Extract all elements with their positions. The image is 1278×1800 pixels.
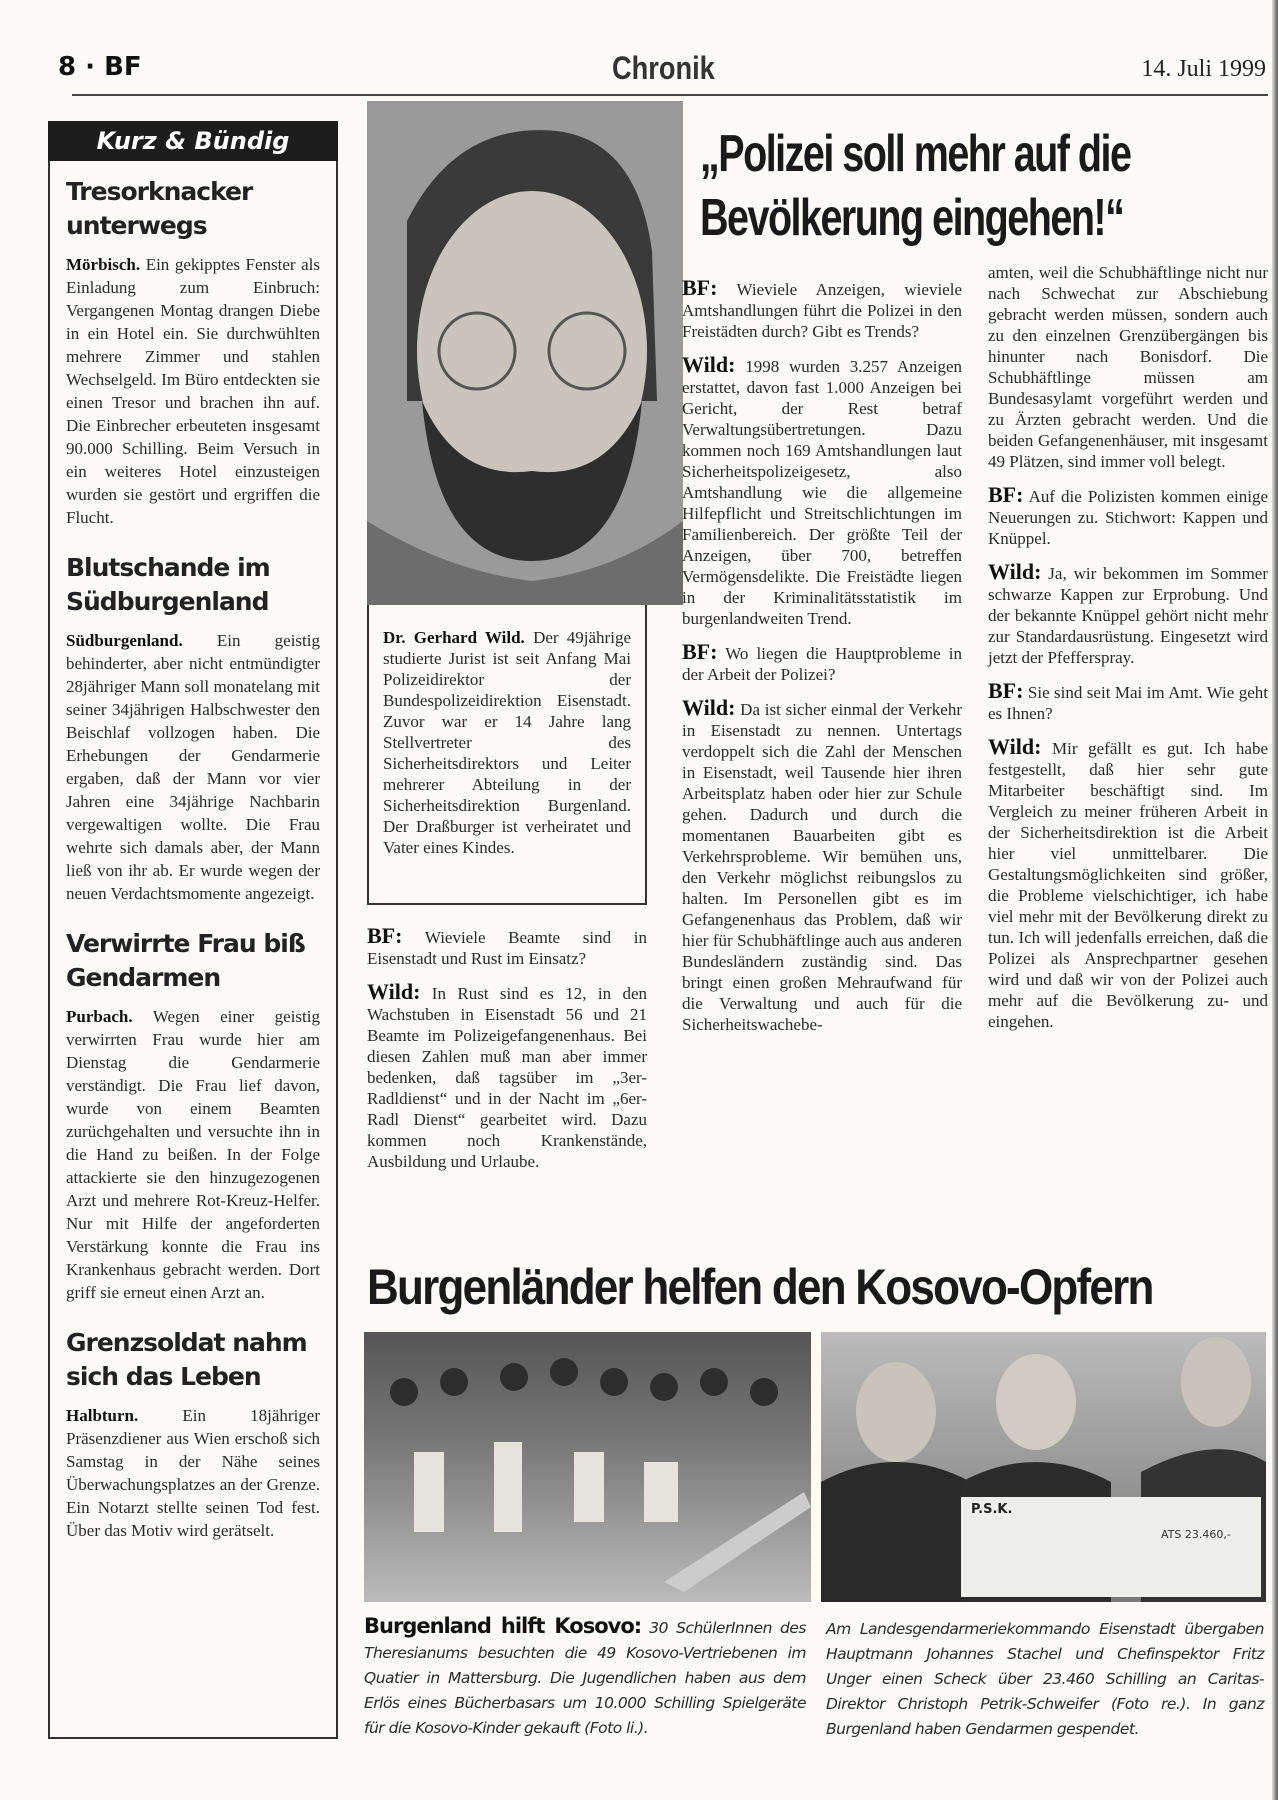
header-rule xyxy=(72,94,1268,96)
caption-lead: Burgenland hilft Kosovo: xyxy=(364,1614,642,1638)
sidebar-article xyxy=(66,1326,320,1542)
sidebar-article xyxy=(66,551,320,905)
speaker-label: BF: xyxy=(682,275,718,300)
article-headline: Grenzsoldat nahm sich das Leben xyxy=(66,1328,307,1391)
article-dateline: Südburgenland. xyxy=(66,631,183,650)
kosovo-headline: Burgenländer helfen den Kosovo-Opfern xyxy=(367,1259,1153,1315)
photo-cheque-handover xyxy=(821,1332,1266,1602)
interview-paragraph xyxy=(367,925,647,969)
sidebar-article xyxy=(66,175,320,529)
article-text: Ein geistig behinderter, aber nicht entmündigter 28jähriger Mann soll monatelang mit seiner 34jährigen Halbschwester den Beischlaf vollzogen haben. Die Erhebungen der Gendarmerie ergaben, daß der Mann vor vier Jahren eine 34jährige Nachbarin vergewaltigen wollte. Die Frau wehrte sich damals aber, der Mann ließ von ihr ab. Er wurde wegen der neuen Verdachtsmomente angezeigt. xyxy=(66,631,320,903)
article-body xyxy=(66,253,320,529)
paragraph-text: Sie sind seit Mai im Amt. Wie geht es Ihnen? xyxy=(988,683,1269,723)
sidebar-article xyxy=(66,927,320,1304)
speaker-label: Wild: xyxy=(682,352,736,377)
article-body xyxy=(66,1404,320,1542)
interview-paragraph xyxy=(682,641,962,685)
section-title: Chronik xyxy=(612,50,715,86)
cheque-bank-label: P.S.K. xyxy=(971,1502,1013,1517)
right-photo-caption: Am Landesgendarmeriekommando Eisenstadt übergaben Hauptmann Johannes Stachel und Chefinspektor Fritz Unger einen Scheck über 23.460 Schilling an Caritas-Direktor Christoph Petrik-Schweifer (Foto re.). In ganz Burgenland haben Gendarmen gespendet. xyxy=(826,1620,1264,1738)
article-headline: Verwirrte Frau biß Gendarmen xyxy=(66,929,305,992)
interview-paragraph xyxy=(988,736,1268,1032)
article-text: Ein gekipptes Fenster als Einladung zum Einbruch: Vergangenen Montag drangen Diebe in ein Hotel ein. Sie durchwühlten mehrere Zimmer und stahlen Wechselgeld. Im Büro entdeckten sie einen Tresor und brachen ihn auf. Die Einbrecher erbeuteten insgesamt 90.000 Schilling. Beim Versuch in ein weiteres Hotel einzusteigen wurden sie gestört und ergriffen die Flucht. xyxy=(66,255,320,527)
scan-edge xyxy=(1272,0,1278,1800)
article-headline: Blutschande im Südburgenland xyxy=(66,553,270,616)
paragraph-text: amten, weil die Schubhäftlinge nicht nur nach Schwechat zur Abschiebung gebracht werden müssen, sondern auch zu den einzelnen Grenzübergängen bis hinunter nach Bonisdorf. Die Schubhäftlinge müssen am Bundesasylamt vorgeführt werden und zu Ärzten gebracht werden. Und die beiden Gefangenenhäuser, mit insgesamt 49 Plätzen, sind immer voll belegt. xyxy=(988,263,1268,471)
photo-students-children xyxy=(364,1332,811,1602)
paragraph-text: Wo liegen die Hauptprobleme in der Arbeit der Polizei? xyxy=(682,644,962,684)
issue-date: 14. Juli 1999 xyxy=(1141,56,1266,82)
interview-column-2 xyxy=(367,925,647,1184)
paragraph-text: 1998 wurden 3.257 Anzeigen erstattet, davon fast 1.000 Anzeigen bei Gericht, der Rest betraf Verwaltungsübertretungen. Dazu kommen noch 169 Amtshandlungen laut Sicherheitspolizeigesetz, also Amtshandlung wie die allgemeine Hilfepflicht und Streitschlichtungen im Familienbereich. Der größte Teil der Anzeigen, über 700, betreffen Vermögensdelikte. Die Freistädte liegen in der Kriminalitätsstatistik im burgenlandweiten Trend. xyxy=(682,357,962,628)
article-dateline: Halbturn. xyxy=(66,1406,139,1425)
caption-name: Dr. Gerhard Wild. xyxy=(383,628,525,647)
article-dateline: Purbach. xyxy=(66,1007,133,1026)
article-body xyxy=(66,629,320,905)
sidebar-title: Kurz & Bündig xyxy=(48,121,338,161)
caption-text: 30 SchülerInnen des Theresianums besuchten die 49 Kosovo-Vertriebenen im Quatier in Mattersburg. Die Jugendlichen haben aus dem Erlös eines Bücherbasars um 10.000 Schilling Spielgeräte für die Kosovo-Kinder gekauft (Foto li.). xyxy=(364,1619,806,1737)
speaker-label: BF: xyxy=(988,482,1024,507)
group-photo-illustration xyxy=(364,1332,811,1602)
left-photo-caption xyxy=(364,1614,806,1741)
paragraph-text: In Rust sind es 12, in den Wachstuben in Eisenstadt 56 und 21 Beamte im Polizeigefangenenhaus. Bei diesen Zahlen muß man aber immer bedenken, daß tagsüber im „3er-Radldienst“ und in der Nacht im „6er-Radl Dienst“ gearbeitet wird. Dazu kommen noch Krankenstände, Ausbildung und Urlaube. xyxy=(367,984,648,1171)
interview-column-3 xyxy=(682,277,962,1047)
interview-paragraph xyxy=(988,680,1268,724)
speaker-label: BF: xyxy=(367,923,403,948)
interview-paragraph xyxy=(682,697,962,1035)
paragraph-text: Da ist sicher einmal der Verkehr in Eisenstadt zu nennen. Untertags verdoppelt sich die Zahl der Menschen in Eisenstadt, weil Tausende hier ihren Arbeitsplatz haben oder hier zur Schule gehen. Dadurch und durch die momentanen Bauarbeiten gibt es Verkehrsprobleme. Wir bemühen uns, den Verkehr möglichst reibungslos zu halten. Im Personellen gibt es im Gefangenenhaus das Problem, daß wir hier für Schubhäftlinge auch aus anderen Bundesländern zuständig sind. Das bringt einen großen Mehraufwand für die Verwaltung und auch für die Sicherheitswachebe- xyxy=(682,700,962,1034)
caption-text: Der 49jährige studierte Jurist ist seit Anfang Mai Polizeidirektor der Bundespolizeidirektion Eisenstadt. Zuvor war er 14 Jahre lang Stellvertreter des Sicherheitsdirektors und Leiter mehrerer Abteilung in der Sicherheitsdirektion Burgenland. Der Draßburger ist verheiratet und Vater eines Kindes. xyxy=(383,628,631,857)
article-body xyxy=(66,1005,320,1304)
paragraph-text: Mir gefällt es gut. Ich habe festgestellt, daß hier sehr gute Mitarbeiter beschäftigt sind. Im Vergleich zu meiner früheren Arbeit in der Sicherheitsdirektion ist die Arbeit hier viel unmittelbarer. Die Gestaltungsmöglichkeiten sind größer, die Probleme vielschichtiger, ich habe viel mehr mit der Bevölkerung direkt zu tun. Ich will jedenfalls erreichen, daß die Polizei als Ansprechpartner gesehen wird und daß wir von der Polizei auch mehr auf die Bevölkerung zu- und eingehen. xyxy=(988,739,1268,1031)
portrait-photo-gerhard-wild xyxy=(367,101,683,605)
portrait-caption xyxy=(367,605,647,905)
article-dateline: Mörbisch. xyxy=(66,255,141,274)
interview-headline: „Polizei soll mehr auf die Bevölkerung eingehen!“ xyxy=(700,125,1131,247)
speaker-label: Wild: xyxy=(682,695,736,720)
paragraph-text: Auf die Polizisten kommen einige Neuerungen zu. Stichwort: Kappen und Knüppel. xyxy=(988,487,1269,548)
interview-paragraph xyxy=(988,561,1268,668)
paragraph-text: Wieviele Anzeigen, wieviele Amtshandlungen führt die Polizei in den Freistädten durch? Gibt es Trends? xyxy=(682,280,962,341)
paragraph-text: Ja, wir bekommen im Sommer schwarze Kappen zur Erprobung. Und der bekannte Knüppel gehört nicht mehr zur Standardausrüstung. Eingesetzt wird jetzt der Pfefferspray. xyxy=(988,564,1268,667)
article-headline: Tresorknacker unterwegs xyxy=(66,177,253,240)
cheque-amount: ATS 23.460,- xyxy=(1161,1528,1231,1541)
article-text: Wegen einer geistig verwirrten Frau wurde hier am Dienstag die Gendarmerie verständigt. Die Frau lief davon, wurde von einem Beamten zurüchgehalten und versuchte ihn in die Hand zu beißen. In der Folge attackierte sie den hinzugezogenen Arzt und mehrere Rot-Kreuz-Helfer. Nur mit Hilfe der angeforderten Verstärkung konnte die Frau ins Krankenhaus gebracht werden. Dort griff sie erneut einen Arzt an. xyxy=(66,1007,320,1302)
speaker-label: Wild: xyxy=(988,734,1042,759)
kurz-buendig-box xyxy=(48,121,338,1739)
interview-paragraph xyxy=(367,981,647,1172)
interview-paragraph xyxy=(682,354,962,629)
speaker-label: Wild: xyxy=(988,559,1042,584)
speaker-label: BF: xyxy=(682,639,718,664)
interview-paragraph xyxy=(682,277,962,342)
speaker-label: Wild: xyxy=(367,979,421,1004)
handover-photo-illustration xyxy=(821,1332,1266,1602)
article-text: Ein 18jähriger Präsenzdiener aus Wien erschoß sich Samstag in der Nähe seines Überwachungsplatzes an der Grenze. Ein Notarzt stellte seinen Tod fest. Über das Motiv wird gerätselt. xyxy=(66,1406,320,1540)
interview-paragraph xyxy=(988,484,1268,549)
interview-column-4 xyxy=(988,262,1268,1044)
speaker-label: BF: xyxy=(988,678,1024,703)
interview-paragraph xyxy=(988,262,1268,472)
page-number: 8 · BF xyxy=(58,52,142,82)
paragraph-text: Wieviele Beamte sind in Eisenstadt und Rust im Einsatz? xyxy=(367,928,647,968)
portrait-illustration xyxy=(367,101,683,605)
